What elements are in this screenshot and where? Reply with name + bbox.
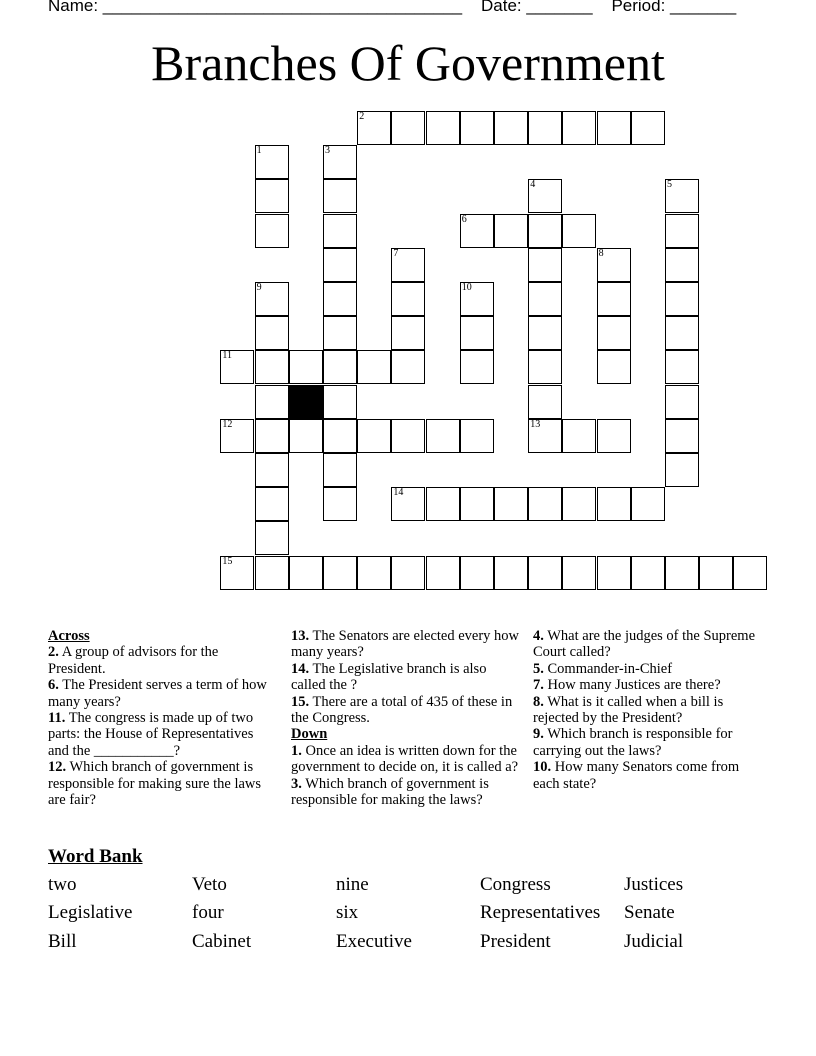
clue	[533, 677, 755, 693]
grid-cell[interactable]	[323, 453, 357, 487]
grid-cell[interactable]	[323, 214, 357, 248]
grid-cell[interactable]	[426, 111, 460, 145]
grid-cell[interactable]	[357, 350, 391, 384]
grid-cell[interactable]	[323, 385, 357, 419]
grid-cell[interactable]	[289, 556, 323, 590]
clues-column-3	[533, 628, 755, 792]
grid-cell[interactable]	[391, 419, 425, 453]
grid-cell[interactable]	[426, 487, 460, 521]
word-bank-word: Senate	[624, 902, 675, 923]
grid-cell[interactable]	[255, 419, 289, 453]
clue-text: The congress is made up of two parts: the House of Representatives and the ___________?	[48, 710, 254, 759]
grid-cell[interactable]	[597, 316, 631, 350]
grid-cell[interactable]	[255, 453, 289, 487]
clue-number: 11	[222, 350, 233, 362]
clue-number: 10	[461, 282, 472, 293]
grid-cell[interactable]	[665, 453, 699, 487]
grid-cell[interactable]	[528, 282, 562, 316]
grid-cell[interactable]	[323, 487, 357, 521]
clue	[533, 694, 755, 727]
grid-cell[interactable]	[562, 419, 596, 453]
grid-cell[interactable]	[255, 521, 289, 555]
grid-cell[interactable]	[528, 111, 562, 145]
clue-number: 15.	[291, 693, 310, 710]
word-bank-word: Executive	[336, 931, 412, 952]
grid-cell[interactable]	[528, 179, 562, 213]
clue-number: 6	[461, 213, 467, 225]
grid-cell[interactable]	[631, 556, 665, 590]
grid-cell[interactable]	[460, 487, 494, 521]
clue	[48, 677, 270, 710]
clue-number: 3.	[291, 775, 302, 792]
grid-cell[interactable]	[460, 316, 494, 350]
grid-cell[interactable]	[562, 556, 596, 590]
grid-cell[interactable]	[528, 248, 562, 282]
clue	[533, 661, 755, 677]
grid-cell[interactable]	[528, 556, 562, 590]
grid-cell[interactable]	[323, 556, 357, 590]
grid-cell[interactable]	[323, 145, 357, 179]
clue-number: 2.	[48, 644, 59, 661]
grid-cell[interactable]	[357, 556, 391, 590]
grid-cell[interactable]	[562, 214, 596, 248]
grid-cell[interactable]	[460, 282, 494, 316]
grid-cell[interactable]	[460, 556, 494, 590]
clue-number: 5	[667, 179, 672, 191]
word-bank-word: six	[336, 902, 359, 923]
clue-text: Which branch is responsible for carrying out the laws?	[533, 726, 733, 759]
clue-number: 12.	[48, 759, 67, 776]
grid-cell[interactable]	[528, 350, 562, 384]
word-bank-word: Veto	[192, 874, 227, 895]
grid-cell[interactable]	[255, 385, 289, 419]
clue	[533, 628, 755, 661]
clue-number: 8	[598, 247, 604, 259]
clue-text: How many Justices are there?	[547, 677, 721, 694]
grid-cell[interactable]	[220, 556, 254, 590]
word-bank-word: Legislative	[48, 902, 133, 923]
clue-number: 9.	[533, 726, 544, 743]
grid-cell[interactable]	[665, 248, 699, 282]
grid-cell[interactable]	[597, 111, 631, 145]
grid-cell[interactable]	[255, 282, 289, 316]
clue-number: 5.	[533, 660, 544, 677]
name-field[interactable]: Name: ______________________________________	[48, 0, 463, 15]
grid-cell[interactable]	[391, 487, 425, 521]
grid-cell[interactable]	[460, 350, 494, 384]
grid-cell[interactable]	[665, 282, 699, 316]
word-bank-word: four	[192, 902, 224, 923]
grid-cell[interactable]	[631, 487, 665, 521]
clue	[48, 644, 270, 677]
grid-cell[interactable]	[391, 556, 425, 590]
clue	[291, 776, 521, 809]
grid-cell[interactable]	[426, 419, 460, 453]
grid-cell[interactable]	[665, 556, 699, 590]
clue-text: Which branch of government is responsible for making the laws?	[291, 775, 489, 809]
grid-cell[interactable]	[460, 419, 494, 453]
grid-cell[interactable]	[426, 556, 460, 590]
grid-cell[interactable]	[665, 350, 699, 384]
grid-cell[interactable]	[597, 248, 631, 282]
clue-number: 4	[530, 179, 536, 191]
grid-cell[interactable]	[665, 385, 699, 419]
grid-cell[interactable]	[494, 214, 528, 248]
grid-cell[interactable]	[631, 111, 665, 145]
grid-cell[interactable]	[255, 487, 289, 521]
clue-number: 8.	[533, 693, 544, 710]
word-bank-word: Justices	[624, 874, 684, 895]
grid-cell[interactable]	[528, 487, 562, 521]
grid-cell[interactable]	[323, 350, 357, 384]
clue-text: How many Senators come from each state?	[533, 759, 740, 792]
grid-cell[interactable]	[494, 487, 528, 521]
grid-cell[interactable]	[597, 419, 631, 453]
word-bank-word: Representatives	[480, 902, 601, 923]
grid-cell[interactable]	[289, 419, 323, 453]
clue-number: 9	[256, 282, 262, 293]
grid-cell[interactable]	[289, 350, 323, 384]
grid-cell[interactable]	[597, 350, 631, 384]
word-bank-title: Word Bank	[48, 846, 143, 867]
grid-cell[interactable]	[699, 556, 733, 590]
word-bank-word: Bill	[48, 931, 77, 952]
clue	[533, 759, 755, 792]
clue-number: 1	[256, 145, 262, 157]
grid-cell[interactable]	[255, 556, 289, 590]
word-bank-word: two	[48, 874, 77, 895]
date-field[interactable]: Date: _______	[480, 0, 593, 15]
grid-cell[interactable]	[733, 556, 767, 590]
grid-cell[interactable]	[562, 487, 596, 521]
grid-cell[interactable]	[494, 111, 528, 145]
grid-cell[interactable]	[323, 316, 357, 350]
grid-cell[interactable]	[323, 179, 357, 213]
grid-cell[interactable]	[460, 214, 494, 248]
clue-number: 3	[325, 145, 330, 157]
clue-number: 12	[222, 418, 233, 430]
grid-cell[interactable]	[391, 248, 425, 282]
clue-text: What is it called when a bill is rejected by the President?	[533, 693, 724, 727]
clue	[291, 694, 521, 727]
clue-number: 14.	[291, 660, 310, 677]
grid-cell[interactable]	[665, 419, 699, 453]
grid-cell[interactable]	[323, 248, 357, 282]
grid-cell[interactable]	[562, 111, 596, 145]
clues-column-1	[48, 628, 270, 808]
clue-number: 7	[393, 247, 399, 259]
clue-text: There are a total of 435 of these in the Congress.	[291, 693, 513, 727]
clue-number: 13	[530, 418, 541, 430]
grid-cell[interactable]	[460, 111, 494, 145]
grid-cell[interactable]	[665, 214, 699, 248]
clue	[48, 759, 270, 808]
grid-cell[interactable]	[323, 419, 357, 453]
clue-number: 6.	[48, 677, 59, 694]
page-title: Branches Of Government	[151, 35, 665, 91]
clue-text: What are the judges of the Supreme Court called?	[533, 628, 756, 661]
grid-cell[interactable]	[528, 316, 562, 350]
down-heading: Down	[291, 726, 328, 743]
grid-cell[interactable]	[255, 145, 289, 179]
word-bank-word: Cabinet	[192, 931, 252, 952]
grid-cell[interactable]	[528, 385, 562, 419]
grid-cell[interactable]	[391, 111, 425, 145]
clue	[48, 710, 270, 759]
clues-column-2	[291, 628, 521, 808]
clue-text: The President serves a term of how many years?	[48, 677, 267, 710]
grid-cell[interactable]	[494, 556, 528, 590]
clue-number: 15	[222, 555, 233, 567]
clue-text: Which branch of government is responsible for making sure the laws are fair?	[48, 759, 262, 809]
grid-cell[interactable]	[220, 419, 254, 453]
clue	[291, 661, 521, 694]
clue	[291, 743, 521, 776]
grid-block	[289, 385, 323, 419]
grid-cell[interactable]	[255, 350, 289, 384]
grid-cell[interactable]	[391, 350, 425, 384]
grid-cell[interactable]	[528, 419, 562, 453]
clue-text: The Legislative branch is also called the ?	[291, 660, 487, 694]
clue-number: 10.	[533, 759, 552, 776]
period-field[interactable]: Period: _______	[611, 0, 737, 15]
clue-text: The Senators are elected every how many years?	[291, 628, 520, 661]
grid-cell[interactable]	[597, 487, 631, 521]
word-bank-word: Judicial	[624, 931, 684, 952]
grid-cell[interactable]	[665, 316, 699, 350]
clue-number: 13.	[291, 628, 310, 644]
clue-number: 11.	[48, 710, 66, 727]
clue-text: Once an idea is written down for the government to decide on, it is called a?	[291, 742, 519, 776]
grid-cell[interactable]	[597, 556, 631, 590]
grid-cell[interactable]	[220, 350, 254, 384]
grid-cell[interactable]	[255, 179, 289, 213]
grid-cell[interactable]	[391, 282, 425, 316]
clue-number: 14	[393, 487, 404, 499]
grid-cell[interactable]	[665, 179, 699, 213]
word-bank-word: nine	[336, 874, 369, 895]
word-bank-word: Congress	[480, 874, 551, 895]
clue-number: 2	[359, 111, 365, 122]
grid-cell[interactable]	[357, 419, 391, 453]
grid-cell[interactable]	[255, 214, 289, 248]
grid-cell[interactable]	[528, 214, 562, 248]
clue-text: Commander-in-Chief	[547, 660, 673, 677]
clue-number: 7.	[533, 677, 544, 694]
grid-cell[interactable]	[255, 316, 289, 350]
word-bank-word: President	[480, 931, 551, 952]
clue	[533, 726, 755, 759]
grid-cell[interactable]	[597, 282, 631, 316]
clue-number: 4.	[533, 628, 544, 644]
clue-text: A group of advisors for the President.	[48, 644, 219, 677]
grid-cell[interactable]	[391, 316, 425, 350]
across-heading: Across	[48, 628, 90, 644]
clue-number: 1.	[291, 742, 302, 759]
grid-cell[interactable]	[357, 111, 391, 145]
clue	[291, 628, 521, 661]
grid-cell[interactable]	[323, 282, 357, 316]
